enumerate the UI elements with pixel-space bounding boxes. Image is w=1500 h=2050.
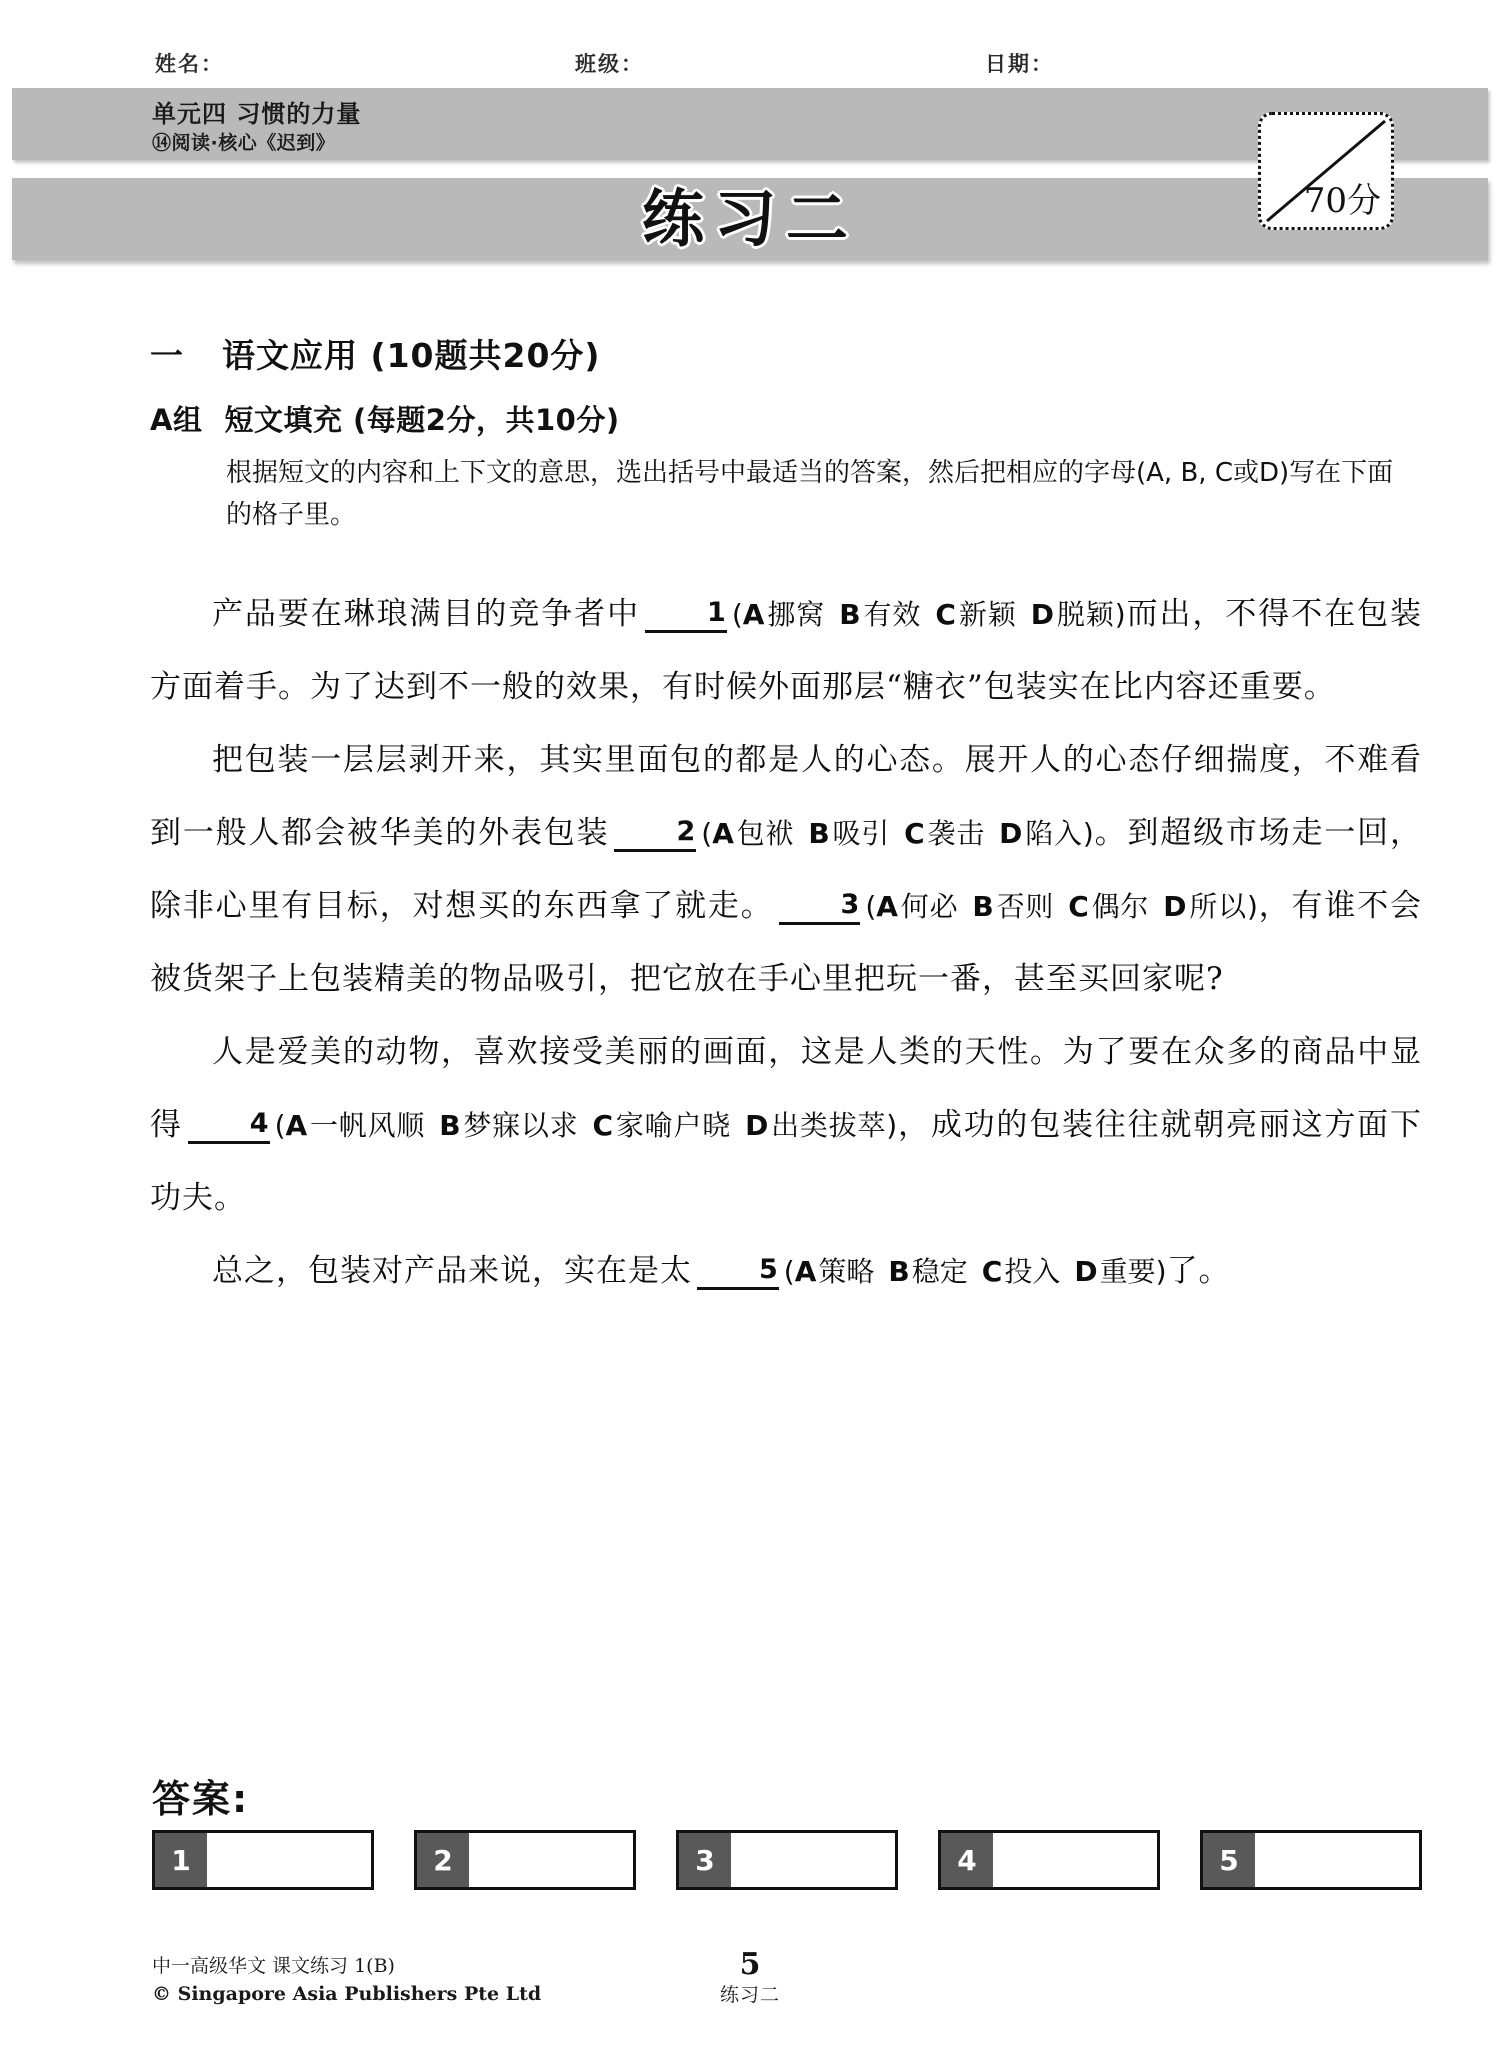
option-3-a: A何必 xyxy=(876,890,959,923)
option-5-a: A策略 xyxy=(794,1255,875,1288)
passage-text: 总之，包装对产品来说，实在是太 xyxy=(212,1253,692,1289)
answer-cell-2[interactable] xyxy=(414,1830,636,1890)
passage-body xyxy=(150,578,1422,1308)
answer-number-3: 3 xyxy=(679,1833,731,1887)
option-2-a: A包袱 xyxy=(712,817,795,850)
group-heading xyxy=(150,398,620,439)
option-3-d: D所以 xyxy=(1163,890,1247,923)
student-info-row xyxy=(0,48,1500,88)
option-1-d: D脱颖 xyxy=(1030,598,1115,631)
answer-cell-4[interactable] xyxy=(938,1830,1160,1890)
section-heading xyxy=(150,330,601,377)
answer-number-2: 2 xyxy=(417,1833,469,1887)
passage-text: 。到超级市场走一回，除非心里有目标，对想买的东西拿了就走。 xyxy=(150,815,1423,924)
option-1-a: A挪窝 xyxy=(742,598,826,631)
option-2-b: B吸引 xyxy=(808,817,891,850)
footer-exercise-name: 练习二 xyxy=(719,1984,780,2006)
total-marks: 70分 xyxy=(1303,181,1381,221)
footer-copyright: © Singapore Asia Publishers Pte Ltd xyxy=(152,1983,542,2005)
name-field-label: 姓名： xyxy=(155,51,224,76)
answer-cell-5[interactable] xyxy=(1200,1830,1422,1890)
option-4-d: D出类拔萃 xyxy=(745,1109,887,1142)
group-label: A组 xyxy=(150,403,203,437)
option-4-c: C家喻户晓 xyxy=(592,1109,732,1142)
answer-cell-1[interactable] xyxy=(152,1830,374,1890)
answer-number-4: 4 xyxy=(941,1833,993,1887)
answer-input-3[interactable] xyxy=(731,1833,895,1887)
unit-title: 单元四 习惯的力量 xyxy=(152,100,362,128)
passage-text: 产品要在琳琅满目的竞争者中 xyxy=(212,596,641,632)
section-title: 语文应用 (10题共20分) xyxy=(222,336,601,375)
page-title: 练习二 xyxy=(641,182,858,255)
inline-blank-4[interactable]: 4 xyxy=(188,1107,270,1144)
section-number: 一 xyxy=(150,336,184,375)
option-4-b: B梦寐以求 xyxy=(439,1109,579,1142)
answer-input-5[interactable] xyxy=(1255,1833,1419,1887)
answer-cell-3[interactable] xyxy=(676,1830,898,1890)
passage-paragraph-3 xyxy=(150,1016,1422,1235)
options-group-2: (A包袱 B吸引 C袭击 D陷入) xyxy=(701,817,1094,850)
option-5-b: B稳定 xyxy=(888,1255,968,1288)
passage-text: 人是爱美的动物，喜欢接受美丽的画面，这是人类的天性。为了要在众多的商品中显得 xyxy=(150,1034,1422,1143)
page-number: 5 xyxy=(739,1947,761,1982)
inline-blank-3[interactable]: 3 xyxy=(779,888,861,925)
answer-input-2[interactable] xyxy=(469,1833,633,1887)
option-5-c: C投入 xyxy=(981,1255,1061,1288)
option-2-d: D陷入 xyxy=(999,817,1083,850)
passage-paragraph-4 xyxy=(150,1235,1422,1308)
passage-text: ，有谁不会被货架子上包装精美的物品吸引，把它放在手心里把玩一番，甚至买回家呢? xyxy=(150,888,1423,997)
answer-grid xyxy=(152,1830,1422,1892)
answer-number-1: 1 xyxy=(155,1833,207,1887)
inline-blank-2[interactable]: 2 xyxy=(614,815,696,852)
answer-section-label: 答案: xyxy=(152,1777,250,1821)
inline-blank-1[interactable]: 1 xyxy=(645,596,727,633)
answer-number-5: 5 xyxy=(1203,1833,1255,1887)
options-group-4: (A一帆风顺 B梦寐以求 C家喻户晓 D出类拔萃) xyxy=(274,1109,898,1142)
answer-input-1[interactable] xyxy=(207,1833,371,1887)
option-5-d: D重要 xyxy=(1074,1255,1156,1288)
passage-text: 把包装一层层剥开来，其实里面包的都是人的心态。展开人的心态仔细揣度，不难看到一般人都会被华美的外表包装 xyxy=(150,742,1422,851)
passage-paragraph-2 xyxy=(150,724,1422,1016)
inline-blank-5[interactable]: 5 xyxy=(697,1253,779,1290)
options-group-1: (A挪窝 B有效 C新颖 D脱颖) xyxy=(731,598,1126,631)
option-2-c: C袭击 xyxy=(904,817,986,850)
group-title: 短文填充 (每题2分，共10分) xyxy=(224,403,620,437)
answer-input-4[interactable] xyxy=(993,1833,1157,1887)
option-1-b: B有效 xyxy=(839,598,922,631)
passage-text: 了。 xyxy=(1166,1253,1231,1289)
footer-page-info xyxy=(0,1948,1500,2008)
class-field-label: 班级： xyxy=(575,51,644,76)
unit-subtitle: ⑭阅读·核心《迟到》 xyxy=(152,132,336,154)
passage-text: 而出，不得不在包装方面着手。为了达到不一般的效果，有时候外面那层“糖衣”包装实在比内容还重要。 xyxy=(150,596,1422,705)
option-1-c: C新颖 xyxy=(935,598,1017,631)
date-field-label: 日期： xyxy=(985,51,1054,76)
passage-text: ，成功的包装往往就朝亮丽这方面下功夫。 xyxy=(150,1107,1422,1216)
passage-paragraph-1 xyxy=(150,578,1422,724)
options-group-5: (A策略 B稳定 C投入 D重要) xyxy=(783,1255,1167,1288)
option-3-b: B否则 xyxy=(972,890,1055,923)
score-box[interactable] xyxy=(1258,112,1394,230)
option-3-c: C偶尔 xyxy=(1068,890,1150,923)
options-group-3: (A何必 B否则 C偶尔 D所以) xyxy=(865,890,1258,923)
footer-book-title: 中一高级华文 课文练习 1(B) xyxy=(152,1955,395,1977)
instructions-text: 根据短文的内容和上下文的意思，选出括号中最适当的答案，然后把相应的字母(A, B, C或D)写在下面的格子里。 xyxy=(226,458,1394,530)
option-4-a: A一帆风顺 xyxy=(285,1109,426,1142)
